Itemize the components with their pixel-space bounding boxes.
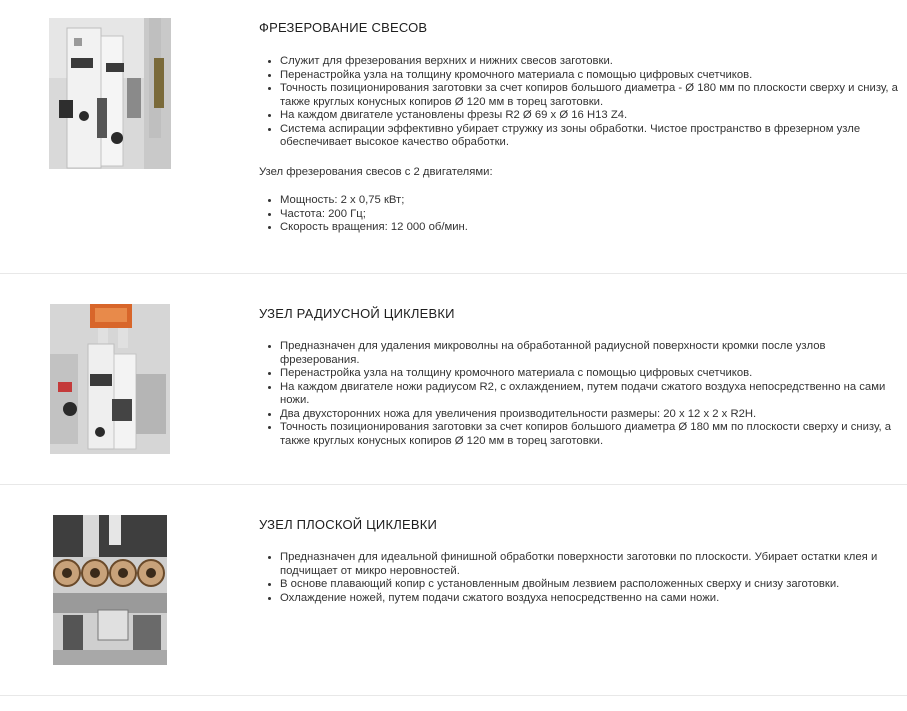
list-item: • Перенастройка узла на толщину кромочного материала с помощью цифровых счетчиков.	[280, 69, 899, 83]
list-item: • Перенастройка узла на толщину кромочного материала с помощью цифровых счетчиков.	[280, 367, 899, 381]
radius-scraper-unit-photo	[50, 304, 170, 454]
list-item: • На каждом двигателе установлены фрезы R2 Ø 69 x Ø 16 H13 Z4.	[280, 109, 899, 123]
list-item: • Предназначен для удаления микроволны на обработанной радиусной поверхности кромки после узлов фрезерования.	[280, 340, 899, 367]
section-title: УЗЕЛ ПЛОСКОЙ ЦИКЛЕВКИ	[259, 517, 438, 532]
list-item: • Два двухсторонних ножа для увеличения производительности размеры: 20 x 12 x 2 x R2H.	[280, 408, 899, 422]
section-title: УЗЕЛ РАДИУСНОЙ ЦИКЛЕВКИ	[259, 306, 455, 321]
feature-list	[259, 55, 899, 150]
list-item: • Охлаждение ножей, путем подачи сжатого воздуха непосредственно на сами ножи.	[280, 592, 899, 606]
list-item: • Скорость вращения: 12 000 об/мин.	[280, 221, 899, 235]
section-divider	[0, 695, 907, 696]
flat-scraper-unit-photo	[53, 515, 167, 665]
list-item: • На каждом двигателе ножи радиусом R2, с охлаждением, путем подачи сжатого воздуха непосредственно на сами ножи.	[280, 381, 899, 408]
list-item: • Точность позиционирования заготовки за счет копиров большого диаметра Ø 180 мм по плоскости сверху и снизу, а также круглых конусных копиров Ø 120 мм в торец заготовки.	[280, 421, 899, 448]
list-item: • Предназначен для идеальной финишной обработки поверхности заготовки по плоскости. Убирает остатки клея и подчищает от микро неровностей.	[280, 551, 899, 578]
section-radius-scraper	[0, 274, 907, 484]
list-item: • В основе плавающий копир с установленным двойным лезвием расположенных сверху и снизу заготовки.	[280, 578, 899, 592]
radius-scraper-content	[259, 306, 899, 448]
list-item: • Служит для фрезерования верхних и нижних свесов заготовки.	[280, 55, 899, 69]
section-title: ФРЕЗЕРОВАНИЕ СВЕСОВ	[259, 20, 428, 35]
list-item: • Система аспирации эффективно убирает стружку из зоны обработки. Чистое пространство в фрезерном узле обеспечивает высокое качество обработки.	[280, 123, 899, 150]
list-item: • Частота: 200 Гц;	[280, 208, 899, 222]
list-item: • Мощность: 2 x 0,75 кВт;	[280, 194, 899, 208]
list-item: • Точность позиционирования заготовки за счет копиров большого диаметра - Ø 180 мм по плоскости сверху и снизу, а также круглых конусных копиров Ø 120 мм в торец заготовки.	[280, 82, 899, 109]
feature-list	[259, 551, 899, 605]
spec-list	[259, 194, 899, 235]
edge-milling-unit-photo	[49, 18, 171, 169]
edge-milling-content	[259, 20, 899, 235]
section-edge-milling	[0, 0, 907, 273]
section-flat-scraper	[0, 485, 907, 695]
motor-spec-heading: Узел фрезерования свесов с 2 двигателями:	[259, 165, 493, 178]
flat-scraper-content	[259, 517, 899, 605]
feature-list	[259, 340, 899, 448]
